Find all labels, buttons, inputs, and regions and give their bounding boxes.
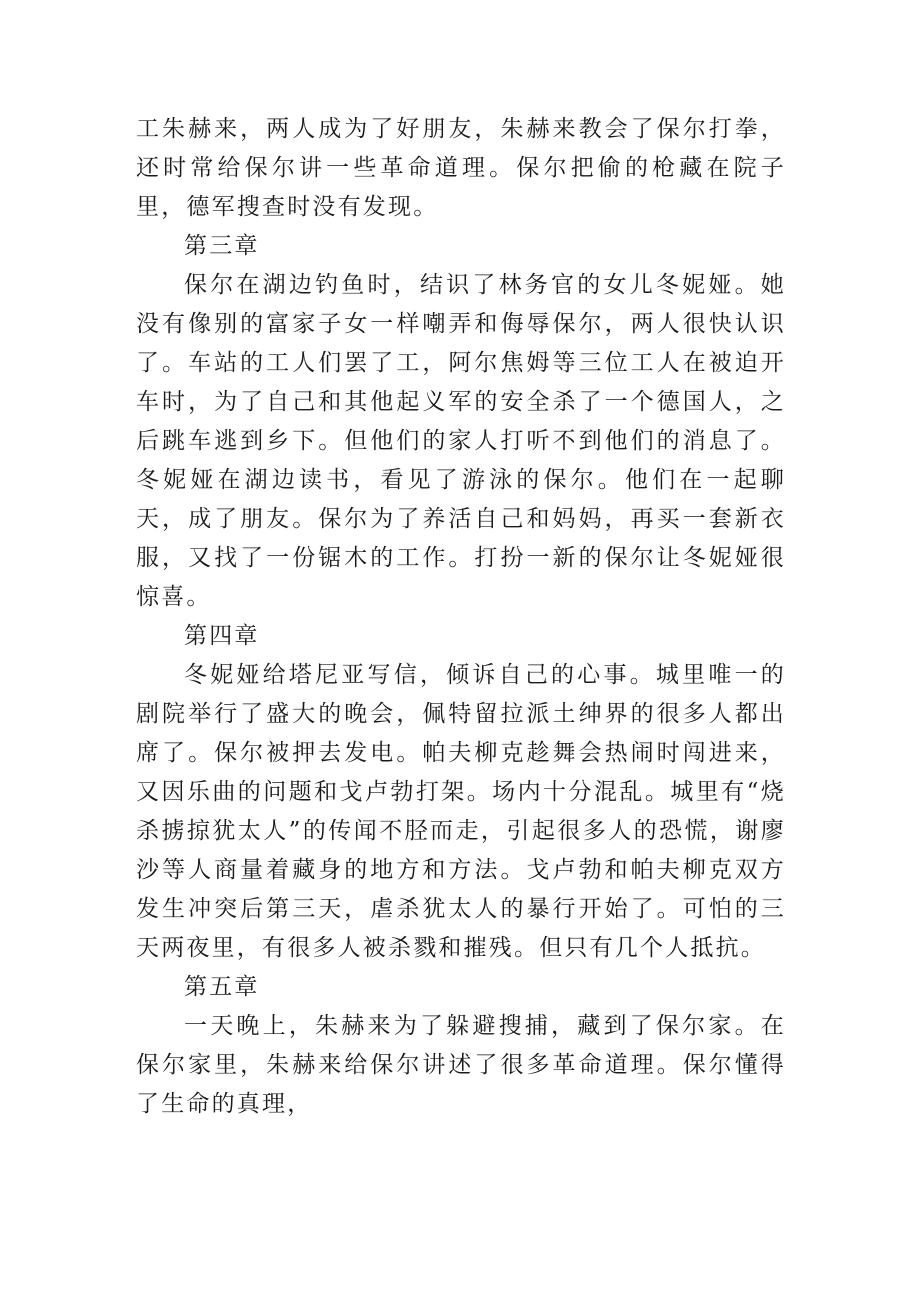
chapter-heading-3: 第三章 [184, 233, 260, 259]
chapter-heading-5: 第五章 [184, 974, 260, 1000]
paragraph-chapter-5: 一天晚上，朱赫来为了躲避搜捕，藏到了保尔家。在保尔家里，朱赫来给保尔讲述了很多革命道理。保尔懂得了生命的真理， [136, 1013, 786, 1117]
paragraph-chapter-3: 保尔在湖边钓鱼时，结识了林务官的女儿冬妮娅。她没有像别的富家子女一样嘲弄和侮辱保尔，两人很快认识了。车站的工人们罢了工，阿尔焦姆等三位工人在被迫开车时，为了自己和其他起义军的安全杀了一个德国人，之后跳车逃到乡下。但他们的家人打听不到他们的消息了。冬妮娅在湖边读书，看见了游泳的保尔。他们在一起聊天，成了朋友。保尔为了养活自己和妈妈，再买一套新衣服，又找了一份锯木的工作。打扮一新的保尔让冬妮娅很惊喜。 [136, 272, 786, 610]
chapter-heading-4: 第四章 [184, 623, 260, 649]
document-body [136, 110, 786, 1124]
paragraph-continuation: 工朱赫来，两人成为了好朋友，朱赫来教会了保尔打拳，还时常给保尔讲一些革命道理。保尔把偷的枪藏在院子里，德军搜查时没有发现。 [136, 116, 786, 220]
paragraph-chapter-4: 冬妮娅给塔尼亚写信，倾诉自己的心事。城里唯一的剧院举行了盛大的晚会，佩特留拉派土绅界的很多人都出席了。保尔被押去发电。帕夫柳克趁舞会热闹时闯进来，又因乐曲的问题和戈卢勃打架。场内十分混乱。城里有“烧杀掳掠犹太人”的传闻不胫而走，引起很多人的恐慌，谢廖沙等人商量着藏身的地方和方法。戈卢勃和帕夫柳克双方发生冲突后第三天，虐杀犹太人的暴行开始了。可怕的三天两夜里，有很多人被杀戮和摧残。但只有几个人抵抗。 [136, 662, 786, 961]
